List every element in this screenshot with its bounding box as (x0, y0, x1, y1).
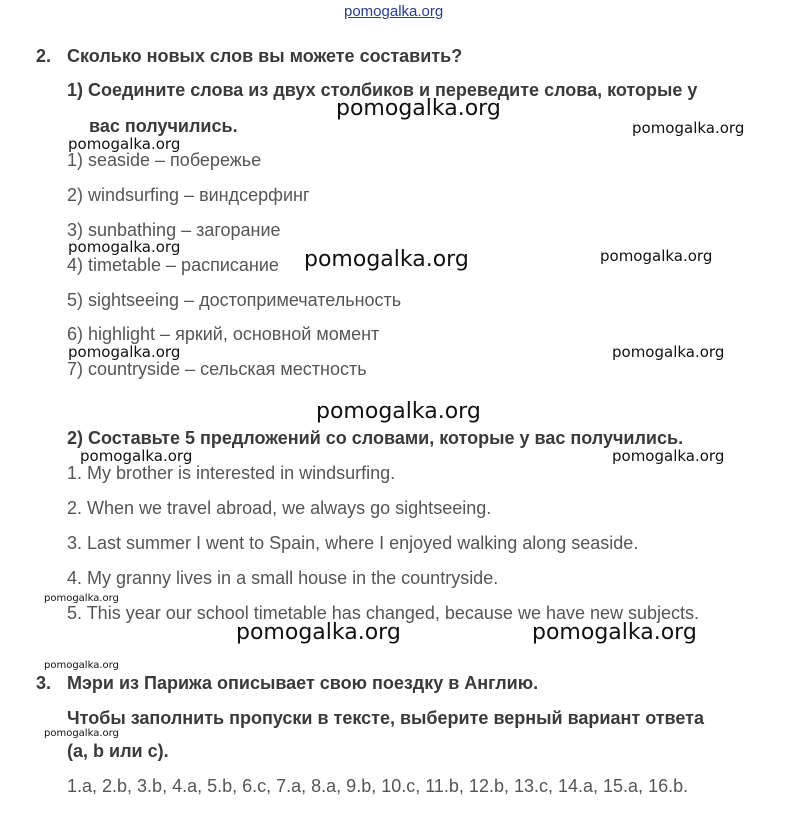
word-item-1: 1) seaside – побережье (67, 150, 262, 170)
watermark: pomogalka.org (612, 447, 725, 465)
watermark: pomogalka.org (44, 593, 119, 604)
sentence-item-3: 3. Last summer I went to Spain, where I enjoyed walking along seaside. (67, 533, 639, 553)
word-item-7: 7) countryside – сельская местность (67, 359, 367, 379)
watermark: pomogalka.org (316, 399, 481, 424)
sentence-item-4: 4. My granny lives in a small house in the countryside. (67, 568, 499, 588)
task3-title: Мэри из Парижа описывает свою поездку в Англию. (67, 673, 539, 693)
task3-answers: 1.a, 2.b, 3.b, 4.a, 5.b, 6.c, 7.a, 8.a, 9.b, 10.c, 11.b, 12.b, 13.c, 14.a, 15.a, 16.b. (67, 776, 689, 796)
watermark: pomogalka.org (612, 343, 725, 361)
task2-title: Сколько новых слов вы можете составить? (67, 46, 463, 66)
task3-number: 3. (36, 673, 52, 693)
task2-sub1-title-cont: вас получились. (89, 116, 238, 136)
watermark: pomogalka.org (632, 119, 745, 137)
word-item-4: 4) timetable – расписание (67, 255, 279, 275)
watermark: pomogalka.org (68, 238, 181, 256)
word-item-6: 6) highlight – яркий, основной момент (67, 324, 380, 344)
watermark: pomogalka.org (600, 247, 713, 265)
watermark: pomogalka.org (44, 660, 119, 671)
task2-sub2-title: 2) Составьте 5 предложений со словами, которые у вас получились. (67, 428, 684, 448)
task2-sub1-title: 1) Соедините слова из двух столбиков и переведите слова, которые у (67, 80, 698, 100)
word-item-3: 3) sunbathing – загорание (67, 220, 281, 240)
watermark: pomogalka.org (336, 96, 501, 121)
watermark: pomogalka.org (68, 135, 181, 153)
sentence-item-1: 1. My brother is interested in windsurfing. (67, 463, 396, 483)
site-header-link[interactable]: pomogalka.org (344, 3, 444, 20)
sentence-item-2: 2. When we travel abroad, we always go sightseeing. (67, 498, 492, 518)
sentence-item-5: 5. This year our school timetable has changed, because we have new subjects. (67, 603, 700, 623)
watermark: pomogalka.org (532, 620, 697, 645)
task3-instructions-cont: (a, b или c). (67, 741, 169, 761)
watermark: pomogalka.org (80, 447, 193, 465)
word-item-2: 2) windsurfing – виндсерфинг (67, 185, 310, 205)
watermark: pomogalka.org (236, 620, 401, 645)
task2-number: 2. (36, 46, 52, 66)
word-item-5: 5) sightseeing – достопримечательность (67, 290, 402, 310)
watermark: pomogalka.org (44, 728, 119, 739)
task3-instructions: Чтобы заполнить пропуски в тексте, выберите верный вариант ответа (67, 708, 704, 728)
watermark: pomogalka.org (68, 343, 181, 361)
watermark: pomogalka.org (304, 247, 469, 272)
